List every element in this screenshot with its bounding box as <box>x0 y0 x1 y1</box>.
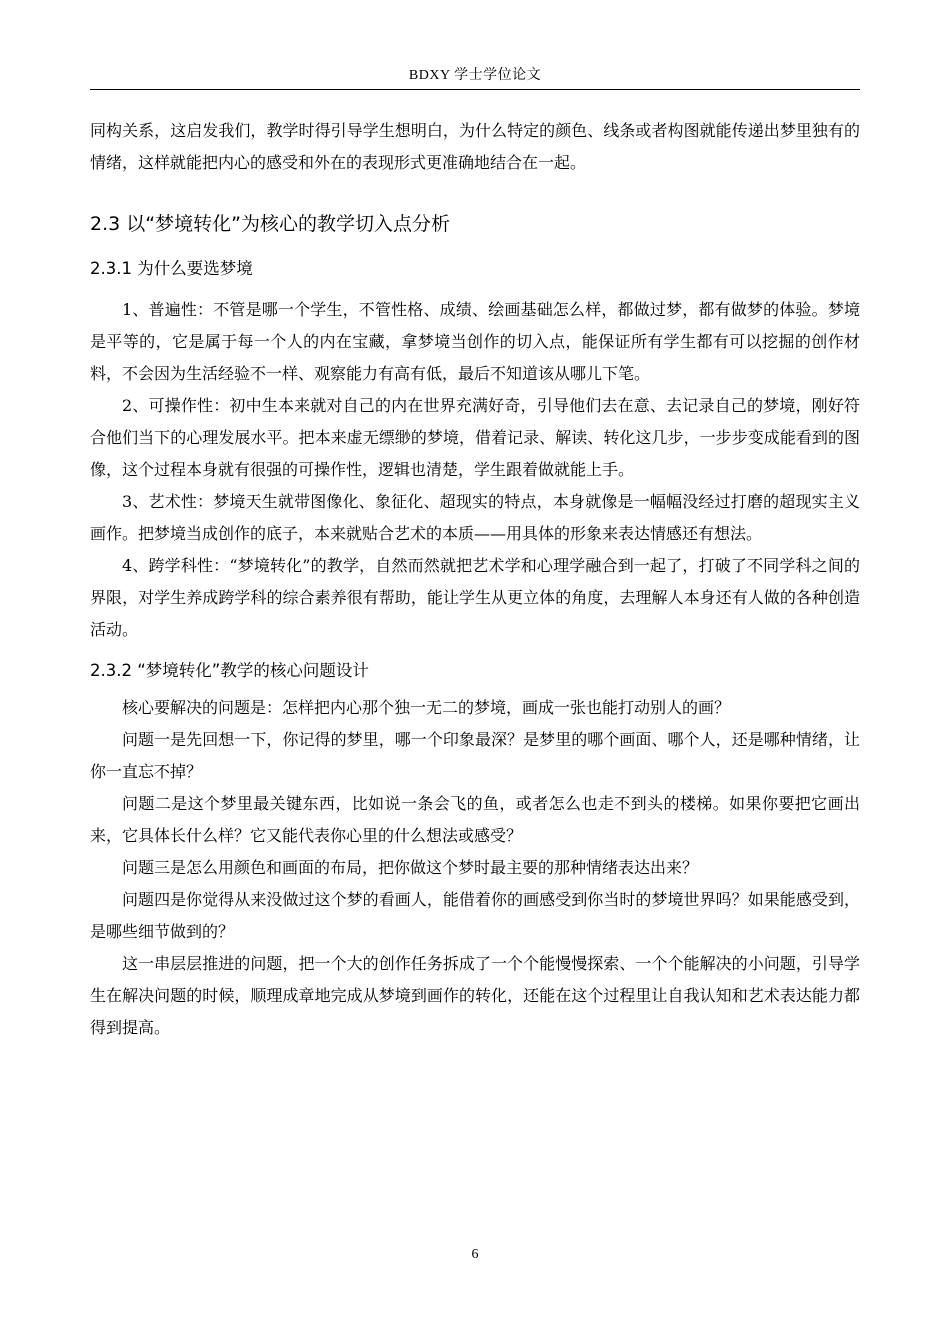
paragraph-operability: 2、可操作性：初中生本来就对自己的内在世界充满好奇，引导他们去在意、去记录自己的梦境，刚好符合他们当下的心理发展水平。把本来虚无缥缈的梦境，借着记录、解读、转化这几步，一步步变成能看到的图像，这个过程本身就有很强的可操作性，逻辑也清楚，学生跟着做就能上手。 <box>90 396 860 479</box>
paragraph-question-three: 问题三是怎么用颜色和画面的布局，把你做这个梦时最主要的那种情绪表达出来？ <box>122 858 699 877</box>
subsection-heading-2-3-1: 2.3.1 为什么要选梦境 <box>90 259 253 278</box>
subsection-heading-2-3-2: 2.3.2 “梦境转化”教学的核心问题设计 <box>90 661 369 680</box>
section-heading-2-3: 2.3 以“梦境转化”为核心的教学切入点分析 <box>90 213 450 235</box>
intro-paragraph: 同构关系，这启发我们，教学时得引导学生想明白，为什么特定的颜色、线条或者构图就能传递出梦里独有的情绪，这样就能把内心的感受和外在的表现形式更准确地结合在一起。 <box>90 121 860 172</box>
paragraph-artistry: 3、艺术性：梦境天生就带图像化、象征化、超现实的特点，本身就像是一幅幅没经过打磨的超现实主义画作。把梦境当成创作的底子，本来就贴合艺术的本质——用具体的形象来表达情感还有想法。 <box>90 492 860 543</box>
page-body <box>90 115 860 1044</box>
running-header: BDXY 学士学位论文 <box>408 68 542 83</box>
paragraph-universality: 1、普遍性：不管是哪一个学生，不管性格、成绩、绘画基础怎么样，都做过梦，都有做梦的体验。梦境是平等的，它是属于每一个人的内在宝藏，拿梦境当创作的切入点，能保证所有学生都有可以挖掘的创作材料，不会因为生活经验不一样、观察能力有高有低，最后不知道该从哪儿下笔。 <box>90 300 860 383</box>
paragraph-core-question: 核心要解决的问题是：怎样把内心那个独一无二的梦境，画成一张也能打动别人的画？ <box>122 698 731 717</box>
paragraph-summary: 这一串层层推进的问题，把一个大的创作任务拆成了一个个能慢慢探索、一个个能解决的小问题，引导学生在解决问题的时候，顺理成章地完成从梦境到画作的转化，还能在这个过程里让自我认知和艺术表达能力都得到提高。 <box>90 954 860 1037</box>
paragraph-question-two: 问题二是这个梦里最关键东西，比如说一条会飞的鱼，或者怎么也走不到头的楼梯。如果你要把它画出来，它具体长什么样？它又能代表你心里的什么想法或感受？ <box>90 794 860 845</box>
paragraph-question-four: 问题四是你觉得从来没做过这个梦的看画人，能借着你的画感受到你当时的梦境世界吗？如果能感受到，是哪些细节做到的？ <box>90 890 860 941</box>
page-number: 6 <box>471 1247 479 1262</box>
paragraph-question-one: 问题一是先回想一下，你记得的梦里，哪一个印象最深？是梦里的哪个画面、哪个人，还是哪种情绪，让你一直忘不掉？ <box>90 730 860 781</box>
header-rule <box>90 89 860 90</box>
paragraph-interdisciplinary: 4、跨学科性：“梦境转化”的教学，自然而然就把艺术学和心理学融合到一起了，打破了不同学科之间的界限，对学生养成跨学科的综合素养很有帮助，能让学生从更立体的角度，去理解人本身还有人做的各种创造活动。 <box>90 556 860 639</box>
